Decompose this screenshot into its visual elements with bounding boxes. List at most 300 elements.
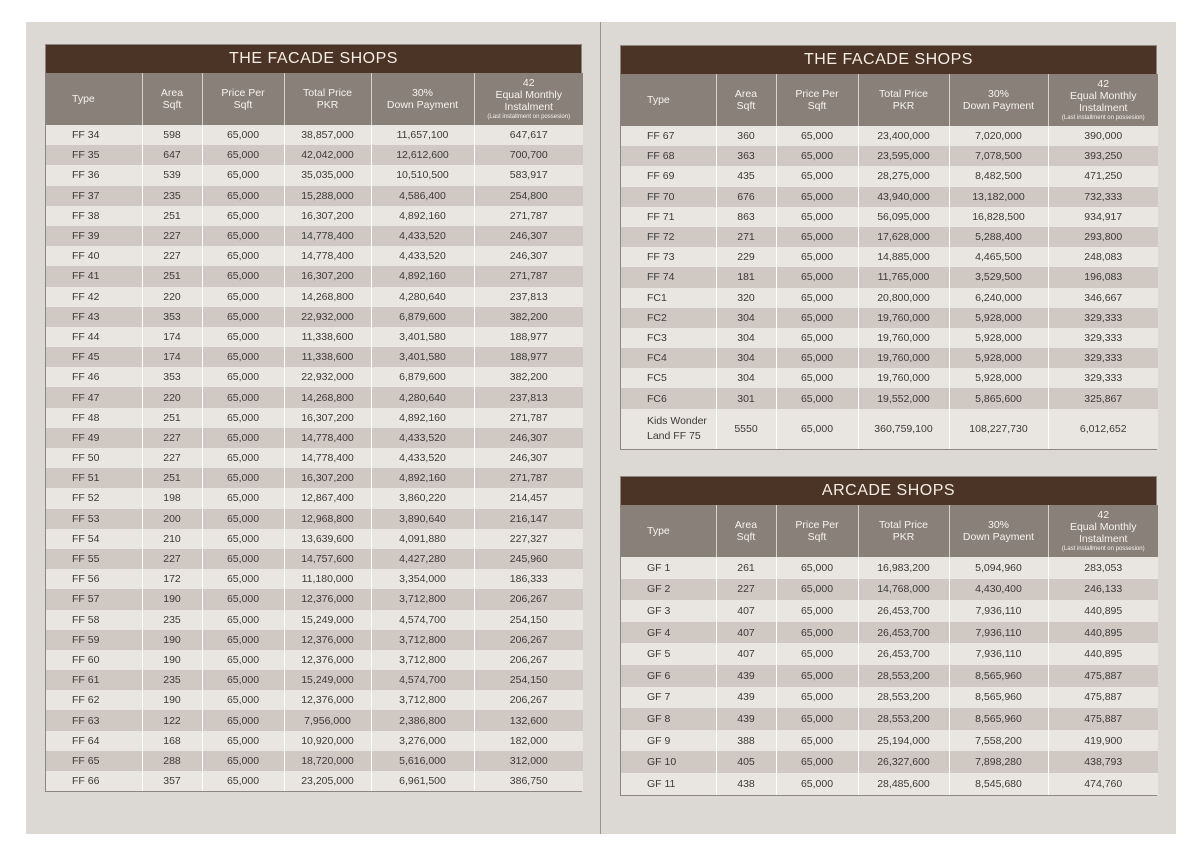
table-cell: FF 57 (46, 589, 142, 609)
table-cell: 206,267 (474, 589, 583, 609)
table-cell: 254,150 (474, 670, 583, 690)
table-row (46, 428, 583, 448)
table-row (46, 710, 583, 730)
table-cell: 7,020,000 (949, 126, 1048, 146)
table-cell: 288 (142, 751, 202, 771)
table-cell: 254,800 (474, 186, 583, 206)
table-row (621, 708, 1158, 730)
table-row (46, 287, 583, 307)
table-cell: 35,035,000 (284, 165, 371, 185)
table-cell: 6,879,600 (371, 367, 474, 387)
table-cell: 65,000 (776, 267, 858, 287)
table-cell: FF 41 (46, 266, 142, 286)
table-cell: 732,333 (1048, 187, 1158, 207)
table-cell: 188,977 (474, 347, 583, 367)
table-cell: 475,887 (1048, 665, 1158, 687)
header-note: (Last installment on possesion) (1061, 546, 1145, 552)
table-cell: 65,000 (776, 247, 858, 267)
table-row (46, 145, 583, 165)
table-cell: 11,765,000 (858, 267, 949, 287)
table-cell: 26,453,700 (858, 600, 949, 622)
table-cell: 65,000 (776, 288, 858, 308)
table-cell: 4,574,700 (371, 670, 474, 690)
column-header: Total Price PKR (284, 73, 371, 125)
table-cell: 4,430,400 (949, 579, 1048, 601)
table-cell: 407 (716, 643, 776, 665)
page-spine (600, 22, 601, 834)
table-cell: 3,712,800 (371, 690, 474, 710)
table-cell: 65,000 (776, 126, 858, 146)
facade-shops-table-right (620, 45, 1157, 450)
table-cell: 196,083 (1048, 267, 1158, 287)
table-cell: 7,936,110 (949, 622, 1048, 644)
table-cell: 108,227,730 (949, 409, 1048, 449)
table-cell: Kids Wonder Land FF 75 (621, 409, 716, 449)
table-cell: 3,712,800 (371, 630, 474, 650)
table-cell: 304 (716, 348, 776, 368)
table-cell: 216,147 (474, 509, 583, 529)
table-cell: 65,000 (202, 670, 284, 690)
table-cell: GF 5 (621, 643, 716, 665)
table-cell: FF 52 (46, 488, 142, 508)
table-row (46, 509, 583, 529)
table-cell: 65,000 (202, 509, 284, 529)
table-row (46, 468, 583, 488)
table-cell: 200 (142, 509, 202, 529)
table-cell: 14,778,400 (284, 448, 371, 468)
table-row (46, 347, 583, 367)
table-cell: FF 56 (46, 569, 142, 589)
table-row (621, 368, 1158, 388)
table-cell: 14,885,000 (858, 247, 949, 267)
table-cell: 7,956,000 (284, 710, 371, 730)
table-cell: 65,000 (776, 665, 858, 687)
table-cell: 12,376,000 (284, 589, 371, 609)
table-cell: 3,401,580 (371, 327, 474, 347)
table-cell: 251 (142, 468, 202, 488)
table-cell: FF 50 (46, 448, 142, 468)
table-cell: 382,200 (474, 307, 583, 327)
table-cell: 3,712,800 (371, 589, 474, 609)
table-cell: 11,657,100 (371, 125, 474, 145)
table-cell: 360 (716, 126, 776, 146)
table-cell: 246,133 (1048, 579, 1158, 601)
table-row (46, 549, 583, 569)
table-cell: 42,042,000 (284, 145, 371, 165)
table-cell: 65,000 (202, 165, 284, 185)
table-cell: 4,433,520 (371, 226, 474, 246)
header-row (621, 74, 1158, 126)
table-cell: 227 (716, 579, 776, 601)
table-cell: 14,268,800 (284, 287, 371, 307)
table-cell: 132,600 (474, 710, 583, 730)
table-cell: 65,000 (776, 187, 858, 207)
table-cell: 182,000 (474, 731, 583, 751)
table-cell: 14,778,400 (284, 246, 371, 266)
table-cell: 261 (716, 557, 776, 579)
table-cell: FF 42 (46, 287, 142, 307)
table-body (621, 126, 1158, 449)
price-table (46, 73, 583, 791)
table-cell: FF 54 (46, 529, 142, 549)
table-cell: 8,545,680 (949, 773, 1048, 795)
table-cell: 17,628,000 (858, 227, 949, 247)
table-cell: 16,828,500 (949, 207, 1048, 227)
table-cell: FF 35 (46, 145, 142, 165)
table-cell: GF 11 (621, 773, 716, 795)
table-cell: 190 (142, 630, 202, 650)
table-cell: 10,920,000 (284, 731, 371, 751)
table-row (46, 488, 583, 508)
table-cell: 65,000 (776, 368, 858, 388)
table-cell: FF 59 (46, 630, 142, 650)
table-cell: 283,053 (1048, 557, 1158, 579)
table-cell: 26,327,600 (858, 751, 949, 773)
table-cell: 65,000 (202, 186, 284, 206)
table-cell: 16,983,200 (858, 557, 949, 579)
table-cell: 471,250 (1048, 166, 1158, 186)
table-cell: FC6 (621, 388, 716, 408)
table-cell: 6,879,600 (371, 307, 474, 327)
table-cell: FF 73 (621, 247, 716, 267)
column-header: 42 Equal Monthly Instalment (Last installment on possesion) (474, 73, 583, 125)
table-cell: 206,267 (474, 690, 583, 710)
table-cell: 357 (142, 771, 202, 791)
table-cell: 7,936,110 (949, 600, 1048, 622)
table-cell: 4,433,520 (371, 428, 474, 448)
table-cell: 4,427,280 (371, 549, 474, 569)
table-cell: 65,000 (202, 206, 284, 226)
table-cell: 190 (142, 589, 202, 609)
table-cell: 4,280,640 (371, 287, 474, 307)
table-row (621, 126, 1158, 146)
table-cell: 405 (716, 751, 776, 773)
table-cell: 172 (142, 569, 202, 589)
table-header (46, 73, 583, 125)
table-cell: 293,800 (1048, 227, 1158, 247)
table-cell: 28,553,200 (858, 665, 949, 687)
table-row (621, 557, 1158, 579)
table-cell: FF 45 (46, 347, 142, 367)
table-cell: FF 37 (46, 186, 142, 206)
table-cell: 65,000 (776, 557, 858, 579)
table-cell: FC1 (621, 288, 716, 308)
table-cell: 19,760,000 (858, 368, 949, 388)
table-cell: 28,553,200 (858, 708, 949, 730)
table-row (46, 246, 583, 266)
table-cell: 329,333 (1048, 348, 1158, 368)
table-cell: 3,401,580 (371, 347, 474, 367)
table-cell: 65,000 (202, 246, 284, 266)
table-cell: 598 (142, 125, 202, 145)
table-cell: 16,307,200 (284, 206, 371, 226)
table-cell: 190 (142, 690, 202, 710)
table-cell: FF 47 (46, 387, 142, 407)
table-cell: 220 (142, 387, 202, 407)
table-cell: 440,895 (1048, 600, 1158, 622)
table-cell: 312,000 (474, 751, 583, 771)
header-note: (Last installment on possesion) (487, 114, 571, 120)
table-cell: 65,000 (202, 650, 284, 670)
table-cell: 65,000 (202, 468, 284, 488)
table-cell: 65,000 (776, 207, 858, 227)
table-cell: 3,276,000 (371, 731, 474, 751)
table-cell: 65,000 (202, 125, 284, 145)
table-cell: 271 (716, 227, 776, 247)
table-cell: 245,960 (474, 549, 583, 569)
table-cell: 28,275,000 (858, 166, 949, 186)
table-cell: 14,778,400 (284, 226, 371, 246)
table-cell: 11,338,600 (284, 347, 371, 367)
table-cell: 65,000 (202, 488, 284, 508)
table-row (46, 610, 583, 630)
table-cell: 235 (142, 670, 202, 690)
column-header: Area Sqft (716, 74, 776, 126)
table-cell: 16,307,200 (284, 468, 371, 488)
table-row (46, 186, 583, 206)
table-row (621, 227, 1158, 247)
table-cell: GF 10 (621, 751, 716, 773)
table-cell: 329,333 (1048, 328, 1158, 348)
table-cell: 8,565,960 (949, 665, 1048, 687)
table-cell: 329,333 (1048, 308, 1158, 328)
table-cell: 439 (716, 687, 776, 709)
table-row (621, 146, 1158, 166)
table-cell: 248,083 (1048, 247, 1158, 267)
table-row (621, 687, 1158, 709)
table-cell: 18,720,000 (284, 751, 371, 771)
table-cell: 5,288,400 (949, 227, 1048, 247)
table-cell: 3,354,000 (371, 569, 474, 589)
column-header: Total Price PKR (858, 74, 949, 126)
table-cell: 23,595,000 (858, 146, 949, 166)
table-row (621, 409, 1158, 449)
table-cell: 220 (142, 287, 202, 307)
table-cell: 320 (716, 288, 776, 308)
table-cell: 4,433,520 (371, 448, 474, 468)
arcade-shops-table (620, 476, 1157, 796)
table-cell: FF 44 (46, 327, 142, 347)
table-cell: 12,968,800 (284, 509, 371, 529)
table-cell: 22,932,000 (284, 367, 371, 387)
table-row (621, 622, 1158, 644)
table-cell: 5,865,600 (949, 388, 1048, 408)
table-cell: 65,000 (776, 730, 858, 752)
table-cell: FF 70 (621, 187, 716, 207)
table-cell: 12,867,400 (284, 488, 371, 508)
table-cell: 43,940,000 (858, 187, 949, 207)
column-header: Price Per Sqft (202, 73, 284, 125)
table-cell: FF 38 (46, 206, 142, 226)
facade-shops-table-left (45, 44, 582, 792)
table-cell: 65,000 (202, 589, 284, 609)
table-cell: 4,574,700 (371, 610, 474, 630)
table-cell: FF 39 (46, 226, 142, 246)
table-cell: 65,000 (202, 327, 284, 347)
table-row (46, 690, 583, 710)
table-cell: 25,194,000 (858, 730, 949, 752)
table-row (46, 327, 583, 347)
table-cell: 390,000 (1048, 126, 1158, 146)
table-cell: 174 (142, 327, 202, 347)
table-row (46, 125, 583, 145)
price-table (621, 505, 1158, 795)
table-cell: 65,000 (776, 146, 858, 166)
table-cell: 3,860,220 (371, 488, 474, 508)
table-row (46, 448, 583, 468)
table-cell: 65,000 (776, 708, 858, 730)
table-row (621, 773, 1158, 795)
table-cell: 15,288,000 (284, 186, 371, 206)
column-header: Price Per Sqft (776, 505, 858, 557)
table-cell: 271,787 (474, 468, 583, 488)
table-cell: 65,000 (202, 307, 284, 327)
table-cell: 254,150 (474, 610, 583, 630)
table-cell: 65,000 (202, 347, 284, 367)
table-cell: 439 (716, 708, 776, 730)
table-row (621, 288, 1158, 308)
table-cell: 863 (716, 207, 776, 227)
column-header: Type (46, 73, 142, 125)
table-cell: 227 (142, 549, 202, 569)
table-row (621, 247, 1158, 267)
table-cell: 325,867 (1048, 388, 1158, 408)
table-cell: 65,000 (202, 569, 284, 589)
table-cell: 227 (142, 226, 202, 246)
table-header (621, 505, 1158, 557)
table-row (621, 665, 1158, 687)
table-cell: FF 40 (46, 246, 142, 266)
table-row (621, 166, 1158, 186)
table-cell: 474,760 (1048, 773, 1158, 795)
table-cell: 407 (716, 622, 776, 644)
column-header: Area Sqft (716, 505, 776, 557)
table-cell: 475,887 (1048, 687, 1158, 709)
table-cell: FF 69 (621, 166, 716, 186)
table-cell: 65,000 (776, 308, 858, 328)
table-cell: 647 (142, 145, 202, 165)
table-cell: 6,012,652 (1048, 409, 1158, 449)
table-row (621, 207, 1158, 227)
table-cell: 4,433,520 (371, 246, 474, 266)
table-cell: 38,857,000 (284, 125, 371, 145)
column-header: Area Sqft (142, 73, 202, 125)
table-cell: 65,000 (202, 408, 284, 428)
table-cell: FF 43 (46, 307, 142, 327)
table-cell: 583,917 (474, 165, 583, 185)
table-cell: 475,887 (1048, 708, 1158, 730)
table-cell: 7,898,280 (949, 751, 1048, 773)
table-cell: FF 65 (46, 751, 142, 771)
table-cell: FF 48 (46, 408, 142, 428)
table-cell: 237,813 (474, 387, 583, 407)
table-cell: 65,000 (202, 367, 284, 387)
table-cell: 3,890,640 (371, 509, 474, 529)
table-cell: 65,000 (202, 690, 284, 710)
table-cell: 11,338,600 (284, 327, 371, 347)
table-cell: 12,612,600 (371, 145, 474, 165)
column-header: 30% Down Payment (949, 74, 1048, 126)
table-cell: 65,000 (202, 751, 284, 771)
table-cell: FF 60 (46, 650, 142, 670)
table-cell: 190 (142, 650, 202, 670)
table-cell: 539 (142, 165, 202, 185)
table-row (46, 589, 583, 609)
table-cell: FF 68 (621, 146, 716, 166)
table-cell: 393,250 (1048, 146, 1158, 166)
table-row (46, 771, 583, 791)
table-cell: 206,267 (474, 630, 583, 650)
header-row (621, 505, 1158, 557)
table-row (621, 751, 1158, 773)
table-cell: 65,000 (776, 773, 858, 795)
table-cell: 227 (142, 246, 202, 266)
table-cell: 301 (716, 388, 776, 408)
table-cell: 8,482,500 (949, 166, 1048, 186)
table-cell: 65,000 (202, 145, 284, 165)
table-title: THE FACADE SHOPS (46, 45, 581, 73)
price-table (621, 74, 1158, 449)
table-cell: 26,453,700 (858, 643, 949, 665)
table-row (46, 751, 583, 771)
table-cell: 65,000 (776, 388, 858, 408)
table-row (621, 267, 1158, 287)
table-cell: 65,000 (202, 710, 284, 730)
table-cell: 329,333 (1048, 368, 1158, 388)
table-cell: 440,895 (1048, 622, 1158, 644)
table-cell: 65,000 (202, 529, 284, 549)
table-cell: 251 (142, 408, 202, 428)
table-cell: GF 4 (621, 622, 716, 644)
table-cell: 65,000 (776, 328, 858, 348)
table-cell: 65,000 (202, 428, 284, 448)
column-header: Price Per Sqft (776, 74, 858, 126)
table-cell: 647,617 (474, 125, 583, 145)
column-header: 42 Equal Monthly Instalment (Last installment on possesion) (1048, 505, 1158, 557)
table-cell: 6,240,000 (949, 288, 1048, 308)
table-cell: 65,000 (202, 266, 284, 286)
table-cell: 214,457 (474, 488, 583, 508)
table-cell: 7,558,200 (949, 730, 1048, 752)
table-row (46, 529, 583, 549)
table-cell: 65,000 (202, 610, 284, 630)
table-cell: 65,000 (776, 751, 858, 773)
table-cell: 7,078,500 (949, 146, 1048, 166)
table-cell: 4,091,880 (371, 529, 474, 549)
table-cell: 19,760,000 (858, 328, 949, 348)
table-cell: 237,813 (474, 287, 583, 307)
table-cell: 5,616,000 (371, 751, 474, 771)
column-header: 30% Down Payment (371, 73, 474, 125)
table-header (621, 74, 1158, 126)
table-cell: 10,510,500 (371, 165, 474, 185)
table-row (621, 730, 1158, 752)
table-cell: 14,757,600 (284, 549, 371, 569)
table-cell: 235 (142, 186, 202, 206)
table-cell: 65,000 (202, 549, 284, 569)
table-cell: 419,900 (1048, 730, 1158, 752)
table-cell: FF 62 (46, 690, 142, 710)
table-cell: 4,892,160 (371, 266, 474, 286)
table-row (621, 187, 1158, 207)
table-cell: 246,307 (474, 428, 583, 448)
table-cell: FC3 (621, 328, 716, 348)
table-cell: 65,000 (202, 731, 284, 751)
table-cell: 65,000 (776, 409, 858, 449)
table-cell: FF 74 (621, 267, 716, 287)
table-row (46, 226, 583, 246)
table-cell: 15,249,000 (284, 610, 371, 630)
